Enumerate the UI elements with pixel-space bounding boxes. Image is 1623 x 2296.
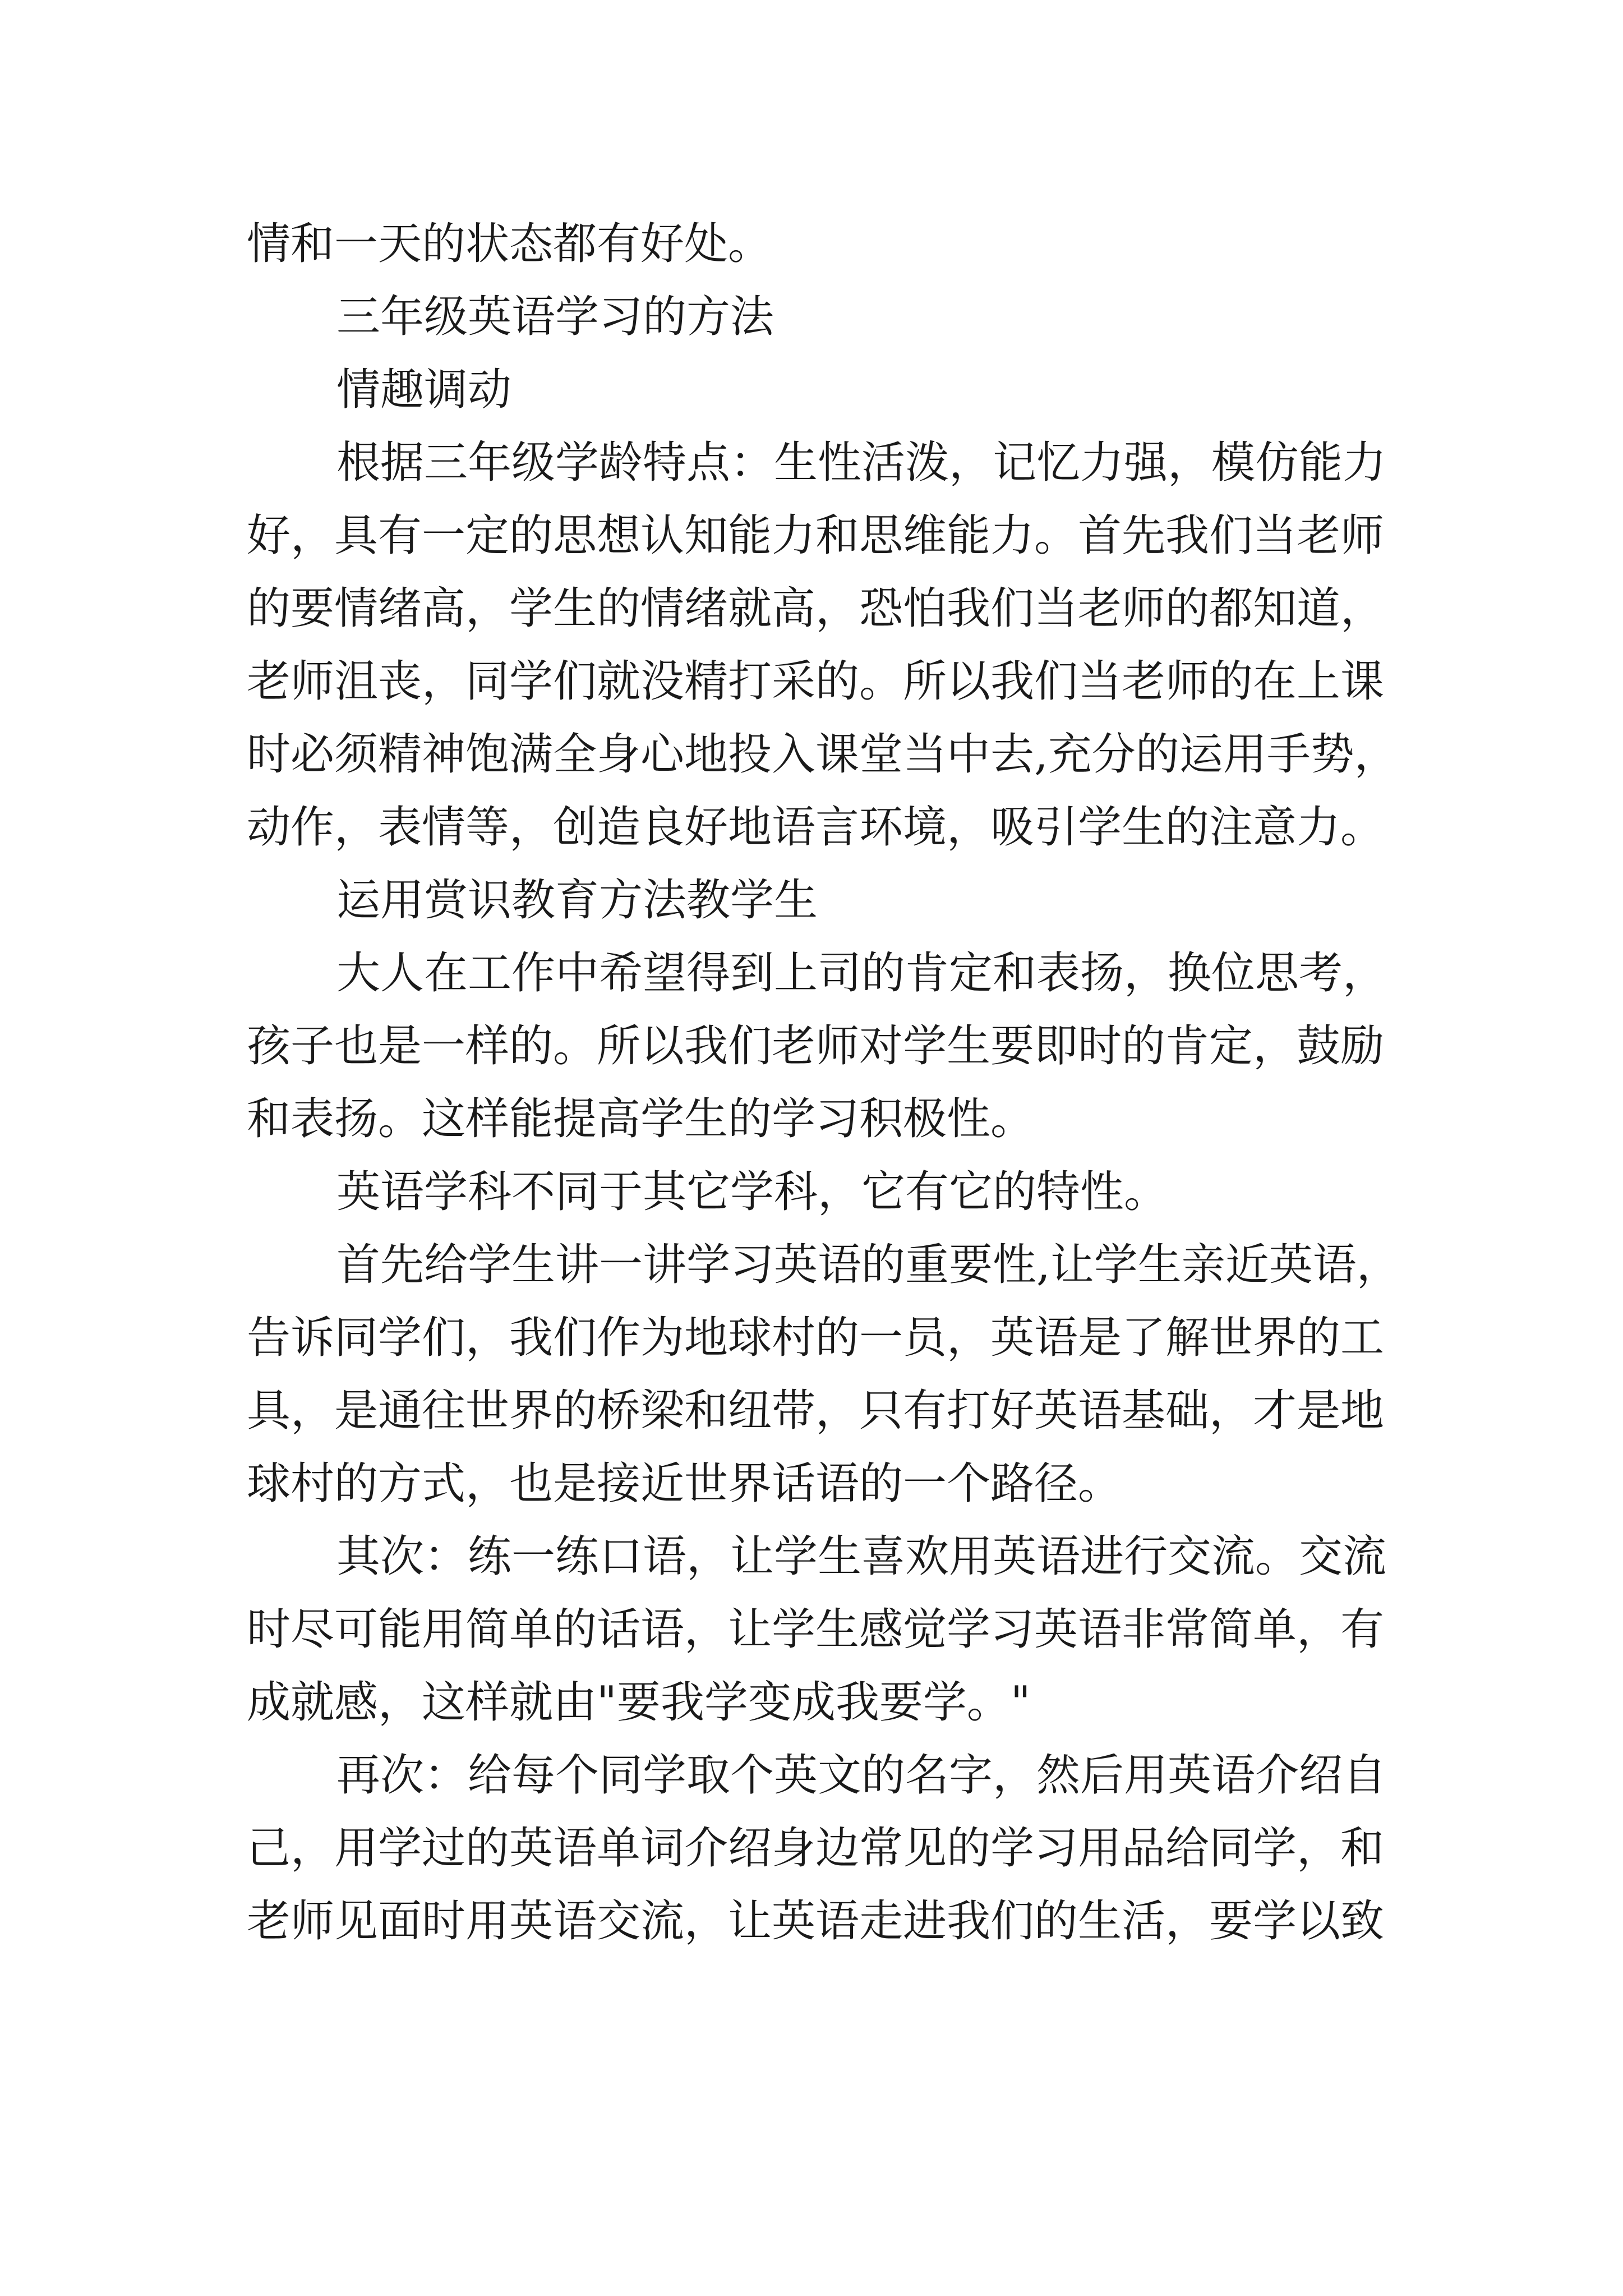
- text-line: 时尽可能用简单的话语，让学生感觉学习英语非常简单，有: [247, 1604, 1385, 1655]
- text-line: 的要情绪高，学生的情绪就高，恐怕我们当老师的都知道，: [247, 583, 1385, 634]
- text-line: 情和一天的状态都有好处。: [247, 219, 772, 269]
- text-line: 老师见面时用英语交流，让英语走进我们的生活，要学以致: [247, 1896, 1385, 1947]
- text-line: 老师沮丧，同学们就没精打采的。所以我们当老师的在上课: [247, 656, 1385, 707]
- text-line: 英语学科不同于其它学科，它有它的特性。: [336, 1167, 1168, 1217]
- text-line: 球村的方式，也是接近世界话语的一个路径。: [247, 1458, 1122, 1509]
- text-line: 再次：给每个同学取个英文的名字，然后用英语介绍自: [336, 1750, 1387, 1801]
- text-line: 告诉同学们，我们作为地球村的一员，英语是了解世界的工: [247, 1313, 1385, 1363]
- text-line: 首先给学生讲一讲学习英语的重要性,让学生亲近英语，: [336, 1240, 1400, 1290]
- text-line: 其次：练一练口语，让学生喜欢用英语进行交流。交流: [336, 1531, 1387, 1582]
- text-line: 动作，表情等，创造良好地语言环境，吸引学生的注意力。: [247, 802, 1385, 853]
- text-line: 孩子也是一样的。所以我们老师对学生要即时的肯定，鼓励: [247, 1021, 1385, 1071]
- text-line: 时必须精神饱满全身心地投入课堂当中去,充分的运用手势，: [247, 729, 1398, 780]
- text-line: 好，具有一定的思想认知能力和思维能力。首先我们当老师: [247, 510, 1385, 561]
- text-line: 和表扬。这样能提高学生的学习积极性。: [247, 1094, 1035, 1144]
- text-line: 成就感，这样就由"要我学变成我要学。": [247, 1677, 1031, 1728]
- subsection-heading: 运用赏识教育方法教学生: [336, 875, 818, 926]
- text-line: 己，用学过的英语单词介绍身边常见的学习用品给同学，和: [247, 1823, 1385, 1874]
- text-line: 具，是通往世界的桥梁和纽带，只有打好英语基础，才是地: [247, 1386, 1385, 1436]
- section-heading: 三年级英语学习的方法: [336, 292, 774, 342]
- text-line: 大人在工作中希望得到上司的肯定和表扬，换位思考，: [336, 948, 1387, 999]
- text-line: 根据三年级学龄特点：生性活泼，记忆力强，模仿能力: [336, 438, 1387, 488]
- subsection-heading: 情趣调动: [336, 365, 512, 415]
